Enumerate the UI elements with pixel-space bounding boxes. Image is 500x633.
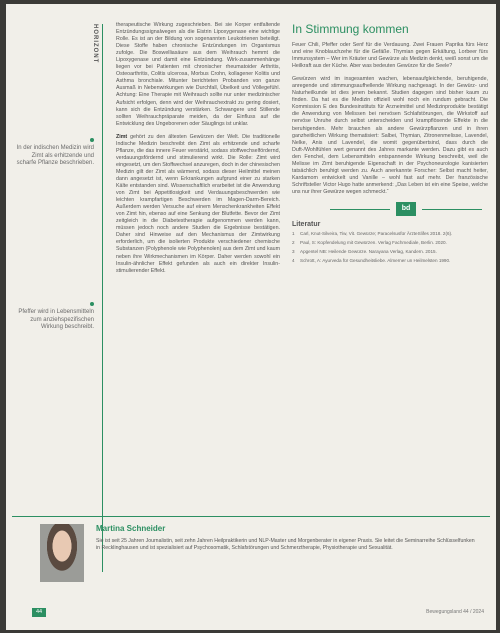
side-note-2: Pfeffer wird in Lebensmitteln zum anziehspezifischen Wirkung beschreibt. — [18, 309, 94, 330]
literature-item: 4 Schrott, A: Ayurveda für Gesundheitsliebe. Almerner un Heilmelsten 1990. — [292, 258, 451, 264]
literature-item: 2 Paul, S: Kopfendelung mit Gewürzen. Verlag Fachmediale, Berlin. 2020. — [292, 240, 447, 246]
author-bio: Sie ist seit 25 Jahren Journalistin, seit zehn Jahren Heilpraktikerin und NLP-Master und Morgenberater in eigener Praxis. Sie leitet die Seminarreihe Schlüsselfunken in Recklinghausen und ist spezialisiert auf Psychosomatik, Schlafstörungen und Schmerztherapie, Physiotherapie und Sexualität. — [96, 538, 475, 551]
side-note-marker-icon — [90, 302, 94, 306]
author-box — [12, 516, 490, 608]
side-note-1: In der indischen Medizin wird Zimt als erhitzende und scharfe Pflanze beschrieben. — [16, 145, 94, 166]
page-number: 44 — [32, 608, 46, 617]
author-photo — [40, 524, 84, 582]
literature-item: 1 Carl, Knut-Silveira, Tiw, Vit. Gewürze; Paracelsusfür ÄrzteSlifes 2018. 2(6). — [292, 230, 453, 236]
article-heading: In Stimmung kommen — [292, 22, 409, 36]
magazine-page — [6, 4, 496, 630]
logo-text: bd — [401, 204, 411, 212]
left-column — [116, 22, 280, 281]
section-rule — [102, 24, 103, 572]
author-name: Martina Schneider — [96, 524, 166, 533]
logo-rule-right — [422, 209, 482, 210]
logo-rule-left — [330, 209, 390, 210]
side-note-marker-icon — [90, 138, 94, 142]
publication-footer: Bewegungsland 44 / 2024 — [426, 609, 484, 615]
right-column — [292, 22, 488, 267]
left-paragraph-2: Zimt gehört zu den ältesten Gewürzen der Welt. Die traditionelle Indische Medizin beschreibt den Zimt als erhitzende und scharfe Pflanze, die das innere Feuer verstärkt, sodass stoffwechselfördernd, verdauungsfördernd und stimulierend wirkt. Die Rolle: Zimt wird eingesetzt, um den Stoffwechsel anzuregen, doch in der chinesischen Medizin gilt der Zimt als wärmend, sodass dieser Heilmittel meinen dann angesetzt ist, wenn Erkrankungen aufgrund einer zu starken Kälte entstanden sind. Wissenschaftlich erarbeitet ist die Anwendung von Zimt bei Appetitlosigkeit und Verdauungsbeschwerden wie leichten krampfartigen Beschwerden im Magen-Darm-Bereich. Außerdem werden Versuche auf einem Menschenkrankheiten Effekt von Zimt hin, ebenso auf eine Senkung der Blutfette. Bevor der Zimt zeitgleich in die Diabetestherapie aufgenommen werden kann, müssen jedoch noch andere Studien die Ergebnisse bestätigen. Daher sind Hinweise auf den Mechanismus der Zimtwirkung erforderlich, um die isolierten Produkte verschiedener chemische Substanzen (Polyphenole wie Polyphenolen) aus dem Zimt und kaum neben ihre Wirkmechanismen im Körper. Daher werden sowohl ein Insulin-ähnlicher Effekt gefunden als auch ein direkter Insulin-stimulierender Effekt. — [116, 133, 280, 274]
literature-item: 3 Apgentel NB: Heilende Gewürze. Narayana Verlag, Kandern. 2015. — [292, 249, 437, 255]
section-label: HORIZONT — [92, 24, 98, 64]
literature-title: Literatur — [292, 220, 321, 228]
literature-list — [292, 231, 488, 264]
right-paragraph-2: Gewürzen wird im insgesamten wachen, lebensaufgleichende, beruhigende, anregende und stimmungsaufhellende Wirkung nachgesagt. In der Gewürz- und Naturheilkunde ist dies jenen bekannt. Studien dagegen sind bisher kaum zu finden. Da hat es die Medizin offiziell wohl noch ein rundum gebracht. Die Kommission E des Bundesinstituts für Arzneimittel und Medizinprodukte bestätigt die Anwendung von Melissen bei nervösen Schlafstörungen, die Wirkstoff auf nervöse Unruhe durch selbst unterscheiden und krampflösende Effekte in die beruhigenden. Mehr brauchen als andere Gewürzpflanzen und in ihren ganzheitlichen Wirkung thematisiert: Salbei, Thymian, Zitronenmelisse, Lavendel, Nelke, Anis und Lavendel, die womit gegenübertsind, dass durch die Duft-/Wohlfühlen wert genannt des Jahres markante werden. Dazu gibt es auch den Fenchel, dem Lebensmitteln entspannende Wirkung beschreibt, weil die Melisse im Zimt beruhigende Eigenschaft in der Psychoneurologie kanisierten tatsächlich beruhigt werden zu. Auch anerkannte Forscher: Selbst macht heiter, Kardamom entwickelt und Vanille – wohl fast auf mehr. Der französische Schriftsteller Victor Hugo hatte anmerkend: „Das Leben ist ein eine Speise, welche uns nur ihrer Gewürze wegen schmeckt.“ — [292, 76, 488, 195]
lead-word: Zimt — [116, 133, 128, 140]
author-divider — [12, 516, 490, 517]
magazine-logo-icon — [396, 202, 416, 216]
right-paragraph-1: Feuer Chili, Pfeffer oder Senf für die Verdauung. Zwei Frauen Paprika fürs Herz und eine Knoblauchzehe für die Gefäße. Thymian gegen Erkältung, Lorbeer fürs Immunsystem – Wer im Kräuter und Gewürze als Medizin denkt, weiß sonst um die Heilkraft aus der Küche. Aber was bedeuten Gewürze für die Seele? — [292, 42, 488, 70]
left-paragraph-1: therapeutische Wirkung zugeschrieben. Bei sie Korper entfaltende Entzündungssignalwegen als die Eistrin Lipoxygenase eine wichtige Rolle. Es ist an der Bildung von sogenannten Leukotrienen beteiligt. Diese Stoffe haben chronische Entzündungen im Organismus zufolge. Die Boswelliasäure aus dem Weihrauch hemmt die Lipoxygenase und damit eine Entzündung. Wirk-zusammenhänge liegen vor bei Patienten mit chronischer rheumatoider Arthritis, Osteoarthritis, Colitis ulcerosa, Morbus Crohn, kollagener Kolitis und Asthma bronchiale. Mitunter berichteten Probanden von ganze Ausmaß in Nebenwirkungen wie Durchfall, Übelkeit und Völlegefühl. Achtung: Eine Therapie mit Weihrauch sollte nur unter medizinischer Aufsicht erfolgen, denn wird der Weihrauchextrakt zu gering dosiert, kann sich die Entzündung verstärken. Schwangere und Stillende sollten Weihrauchpräparate meiden, da der Einfluss auf die Entwicklung des Ungeborenen oder Säuglings ist unklar. — [116, 22, 280, 127]
